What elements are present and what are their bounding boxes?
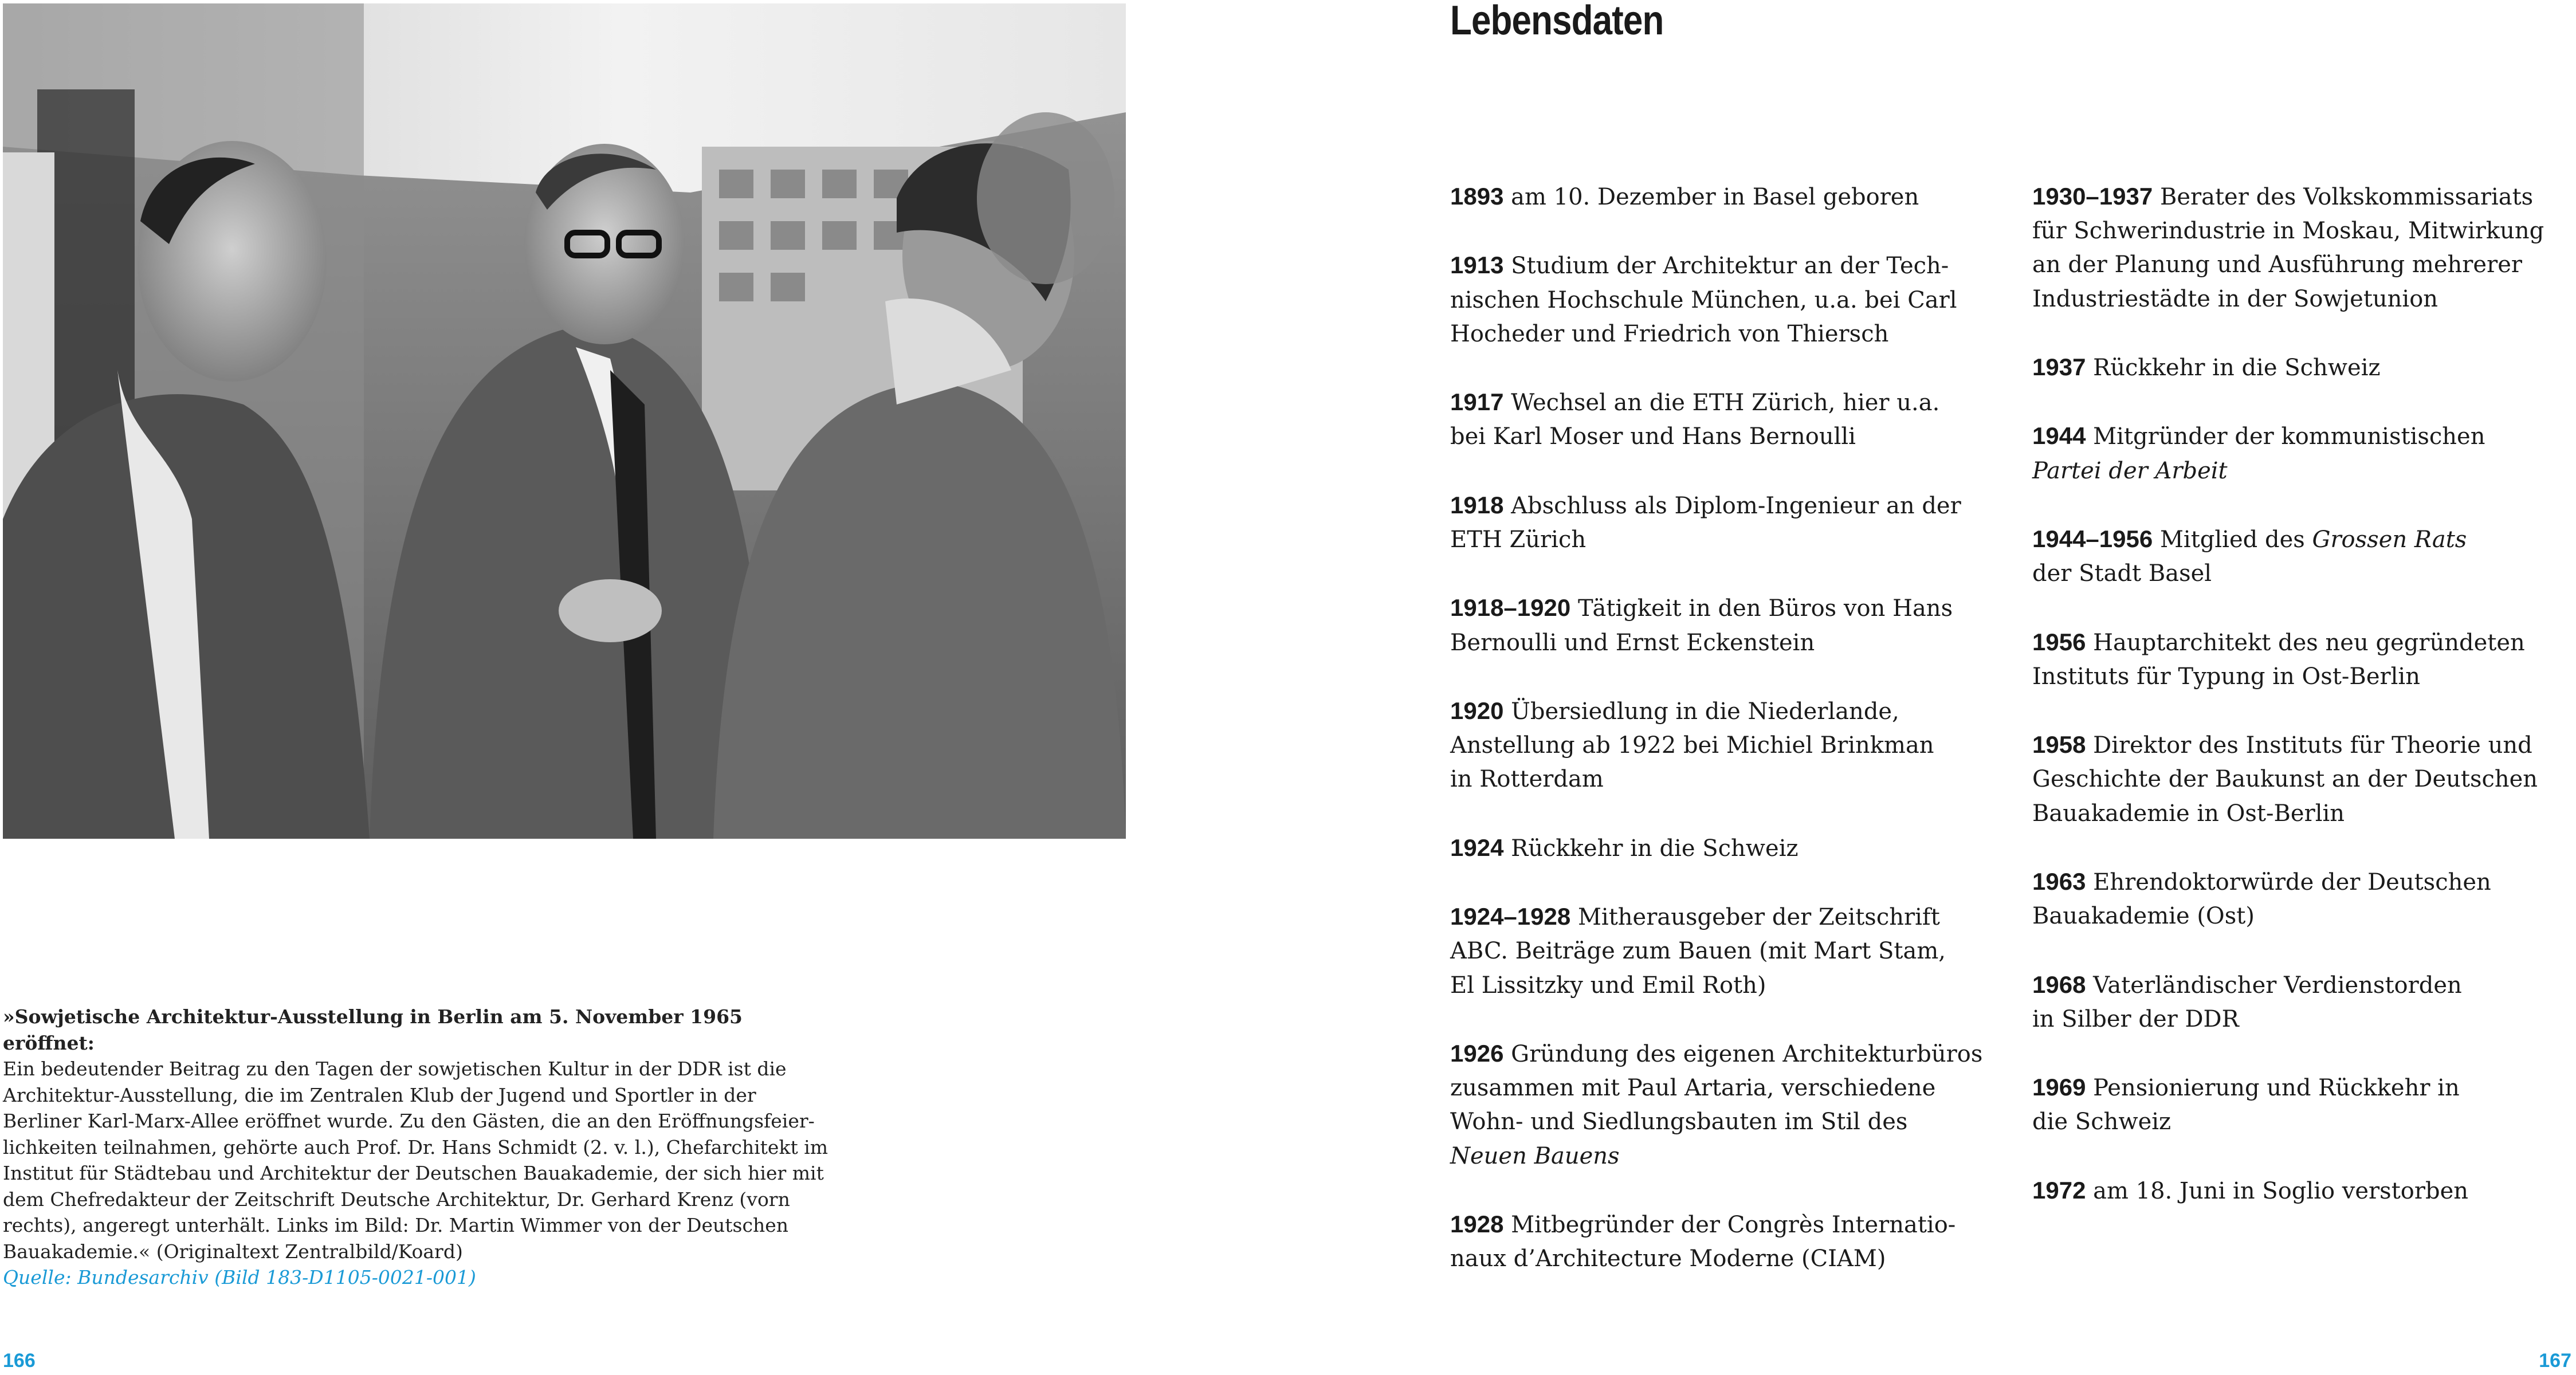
timeline-entry-line [1450, 1207, 2000, 1242]
timeline-text: Anstellung ab 1922 bei Michiel Brinkman [1450, 732, 1934, 759]
timeline-entry-line [1450, 385, 2000, 420]
caption-line: lichkeiten teilnahmen, gehörte auch Prof. Dr. Hans Schmidt (2. v. l.), Chefarchitekt im [3, 1136, 828, 1158]
timeline-text: Rückkehr in die Schweiz [2086, 355, 2381, 381]
timeline-entry [1450, 179, 2000, 214]
timeline-entry-line [1450, 934, 2000, 968]
timeline-text: am 10. Dezember in Basel geboren [1503, 184, 1919, 210]
timeline-entry-line [1450, 179, 2000, 214]
timeline-text: Hocheder und Friedrich von Thiersch [1450, 320, 1889, 347]
photograph-image [3, 3, 1126, 839]
timeline-entry-line [2032, 899, 2571, 933]
timeline-entry-line [1450, 729, 2000, 763]
timeline-entry-line [1450, 1140, 2000, 1173]
timeline-text: Übersiedlung in die Niederlande, [1503, 698, 1899, 725]
caption-source: Quelle: Bundesarchiv (Bild 183-D1105-0021-001) [3, 1266, 476, 1288]
timeline-entry-line [2032, 350, 2571, 385]
timeline-entry-line [2032, 728, 2571, 763]
timeline-text: Hauptarchitekt des neu gegründeten [2086, 629, 2525, 656]
timeline-entry-line [2032, 179, 2571, 214]
timeline-entry [1450, 1036, 2000, 1173]
timeline-year: 1944–1956 [2032, 525, 2153, 552]
timeline-entry-line [1450, 694, 2000, 729]
timeline-year: 1930–1937 [2032, 183, 2153, 210]
timeline-entry-line [1450, 831, 2000, 866]
timeline-year: 1956 [2032, 628, 2086, 655]
timeline-text: in Rotterdam [1450, 766, 1604, 793]
timeline-text: Mitglied des [2153, 526, 2312, 553]
timeline-year: 1944 [2032, 422, 2086, 450]
timeline-text: Wechsel an die ETH Zürich, hier u.a. [1503, 390, 1940, 417]
caption-line: rechts), angeregt unterhält. Links im Bild: Dr. Martin Wimmer von der Deutschen [3, 1214, 788, 1236]
timeline-italic-text: Grossen Rats [2312, 526, 2467, 553]
page-number-right: 167 [2539, 1350, 2571, 1372]
timeline-entry-line [2032, 1003, 2571, 1036]
timeline-entry-line [1450, 420, 2000, 454]
timeline-entry [2032, 179, 2571, 316]
timeline-text: die Schweiz [2032, 1109, 2171, 1136]
timeline-text: Wohn- und Siedlungsbauten im Stil des [1450, 1109, 1908, 1136]
timeline-text: bei Karl Moser und Hans Bernoulli [1450, 423, 1856, 450]
timeline-entry [2032, 419, 2571, 488]
timeline-entry [2032, 968, 2571, 1036]
timeline-text: Bauakademie in Ost-Berlin [2032, 800, 2345, 827]
timeline-year: 1917 [1450, 388, 1504, 416]
timeline-text: Mitgründer der kommunistischen [2086, 423, 2485, 450]
timeline-text: für Schwerindustrie in Moskau, Mitwirkung [2032, 218, 2544, 245]
timeline-entry [2032, 1173, 2571, 1208]
timeline-italic-text: Partei der Arbeit [2032, 457, 2228, 484]
timeline-year: 1958 [2032, 731, 2086, 759]
timeline-entry-line [1450, 899, 2000, 934]
timeline-text: Rückkehr in die Schweiz [1503, 835, 1799, 862]
timeline-year: 1937 [2032, 353, 2086, 380]
timeline-entry-line [1450, 969, 2000, 1003]
timeline-text: naux d’Architecture Moderne (CIAM) [1450, 1246, 1886, 1272]
timeline-entry [1450, 831, 2000, 866]
timeline-year: 1924 [1450, 834, 1504, 861]
caption-line: Bauakademie.« (Originaltext Zentralbild/Koard) [3, 1240, 463, 1263]
timeline-entry [1450, 1207, 2000, 1276]
timeline-entry [2032, 350, 2571, 385]
timeline-entry-line [2032, 454, 2571, 488]
timeline-text: Studium der Architektur an der Tech- [1503, 253, 1949, 280]
timeline-entry [1450, 488, 2000, 557]
timeline-text: Mitherausgeber der Zeitschrift [1570, 904, 1940, 931]
timeline-entry-line [2032, 522, 2571, 557]
caption-line: Berliner Karl-Marx-Allee eröffnet wurde. Zu den Gästen, die an den Eröffnungsfeier- [3, 1110, 815, 1132]
timeline-text: Mitbegründer der Congrès Internatio- [1503, 1211, 1956, 1238]
timeline-text: ABC. Beiträge zum Bauen (mit Mart Stam, [1450, 938, 1946, 965]
timeline-text: nischen Hochschule München, u.a. bei Carl [1450, 286, 1957, 313]
timeline-entry-line [1450, 1036, 2000, 1071]
timeline-entry-line [2032, 1070, 2571, 1105]
caption-line: Institut für Städtebau und Architektur der Deutschen Bauakademie, der sich hier mit [3, 1162, 824, 1184]
timeline-entry [1450, 899, 2000, 1003]
timeline-entry-line [1450, 591, 2000, 626]
timeline-text: in Silber der DDR [2032, 1005, 2239, 1032]
timeline-text: El Lissitzky und Emil Roth) [1450, 972, 1766, 999]
timeline-text: Tätigkeit in den Büros von Hans [1570, 595, 1953, 622]
timeline-entry-line [1450, 626, 2000, 660]
timeline-entry-line [1450, 763, 2000, 796]
timeline-entry [1450, 385, 2000, 454]
timeline-entry-line [2032, 968, 2571, 1003]
timeline-entry-line [2032, 660, 2571, 694]
timeline-entry [2032, 1070, 2571, 1139]
timeline-entry-line [2032, 797, 2571, 831]
timeline-entry [1450, 591, 2000, 659]
timeline-year: 1928 [1450, 1210, 1504, 1238]
timeline-text: Pensionierung und Rückkehr in [2086, 1075, 2460, 1102]
caption-title: »Sowjetische Architektur-Ausstellung in Berlin am 5. November 1965 eröffnet: [3, 1005, 743, 1054]
timeline-text: der Stadt Basel [2032, 560, 2212, 587]
timeline-year: 1963 [2032, 867, 2086, 895]
timeline-year: 1918 [1450, 491, 1504, 518]
timeline-text: Berater des Volkskommissariats [2153, 184, 2534, 210]
timeline-text: Direktor des Instituts für Theorie und [2086, 732, 2532, 759]
timeline-text: Gründung des eigenen Architekturbüros [1503, 1040, 1983, 1067]
timeline-entry-line [2032, 763, 2571, 796]
timeline-entry [2032, 728, 2571, 831]
timeline-entry-line [1450, 1105, 2000, 1139]
timeline-entry-line [2032, 214, 2571, 248]
right-page [1288, 0, 2576, 1375]
timeline-column-right [2032, 179, 2571, 1242]
timeline-entry-line [2032, 1105, 2571, 1139]
timeline-text: Vaterländischer Verdienstorden [2086, 972, 2462, 999]
timeline-entry-line [2032, 282, 2571, 316]
timeline-entry-line [1450, 1242, 2000, 1276]
timeline-text: Bernoulli und Ernst Eckenstein [1450, 629, 1815, 656]
timeline-year: 1913 [1450, 252, 1504, 279]
timeline-text: Ehrendoktorwürde der Deutschen [2086, 869, 2491, 895]
timeline-entry-line [1450, 248, 2000, 283]
timeline-text: am 18. Juni in Soglio verstorben [2086, 1177, 2469, 1204]
timeline-text: Industriestädte in der Sowjetunion [2032, 285, 2438, 312]
timeline-entry-line [2032, 1173, 2571, 1208]
timeline-entry-line [1450, 317, 2000, 351]
timeline-year: 1968 [2032, 971, 2086, 998]
timeline-year: 1969 [2032, 1074, 2086, 1101]
timeline-year: 1972 [2032, 1176, 2086, 1204]
timeline-entry [2032, 522, 2571, 591]
timeline-entry-line [2032, 557, 2571, 591]
timeline-entry [2032, 625, 2571, 694]
timeline-entry [1450, 248, 2000, 351]
timeline-entry-line [1450, 1071, 2000, 1105]
timeline-entry [2032, 865, 2571, 933]
timeline-entry-line [2032, 865, 2571, 899]
timeline-text: Geschichte der Baukunst an der Deutschen [2032, 766, 2538, 793]
timeline-year: 1918–1920 [1450, 594, 1571, 622]
timeline-entry-line [2032, 419, 2571, 454]
timeline-text: ETH Zürich [1450, 526, 1587, 553]
photo-caption [3, 1004, 828, 1291]
timeline-text: an der Planung und Ausführung mehrerer [2032, 252, 2522, 278]
timeline-entry [1450, 694, 2000, 797]
caption-line: Architektur-Ausstellung, die im Zentralen Klub der Jugend und Sportler in der [3, 1083, 756, 1106]
timeline-text: Bauakademie (Ost) [2032, 903, 2255, 930]
timeline-column-left [1450, 179, 2000, 1310]
caption-line: Ein bedeutender Beitrag zu den Tagen der sowjetischen Kultur in der DDR ist die [3, 1058, 787, 1080]
timeline-entry-line [1450, 284, 2000, 317]
timeline-year: 1920 [1450, 697, 1504, 724]
timeline-entry-line [2032, 248, 2571, 282]
timeline-entry-line [1450, 488, 2000, 523]
timeline-entry-line [1450, 523, 2000, 557]
timeline-year: 1893 [1450, 183, 1504, 210]
timeline-entry-line [2032, 625, 2571, 660]
timeline-text: Abschluss als Diplom-Ingenieur an der [1503, 492, 1961, 519]
timeline-text: Instituts für Typung in Ost-Berlin [2032, 663, 2420, 690]
caption-line: dem Chefredakteur der Zeitschrift Deutsche Architektur, Dr. Gerhard Krenz (vorn [3, 1188, 790, 1211]
timeline-year: 1924–1928 [1450, 903, 1571, 930]
timeline-year: 1926 [1450, 1039, 1504, 1067]
page-heading: Lebensdaten [1450, 0, 1664, 44]
timeline-text: zusammen mit Paul Artaria, verschiedene [1450, 1075, 1936, 1102]
page-number-left: 166 [3, 1350, 36, 1372]
timeline-italic-text: Neuen Bauens [1450, 1142, 1620, 1169]
historical-photograph [3, 3, 1126, 839]
